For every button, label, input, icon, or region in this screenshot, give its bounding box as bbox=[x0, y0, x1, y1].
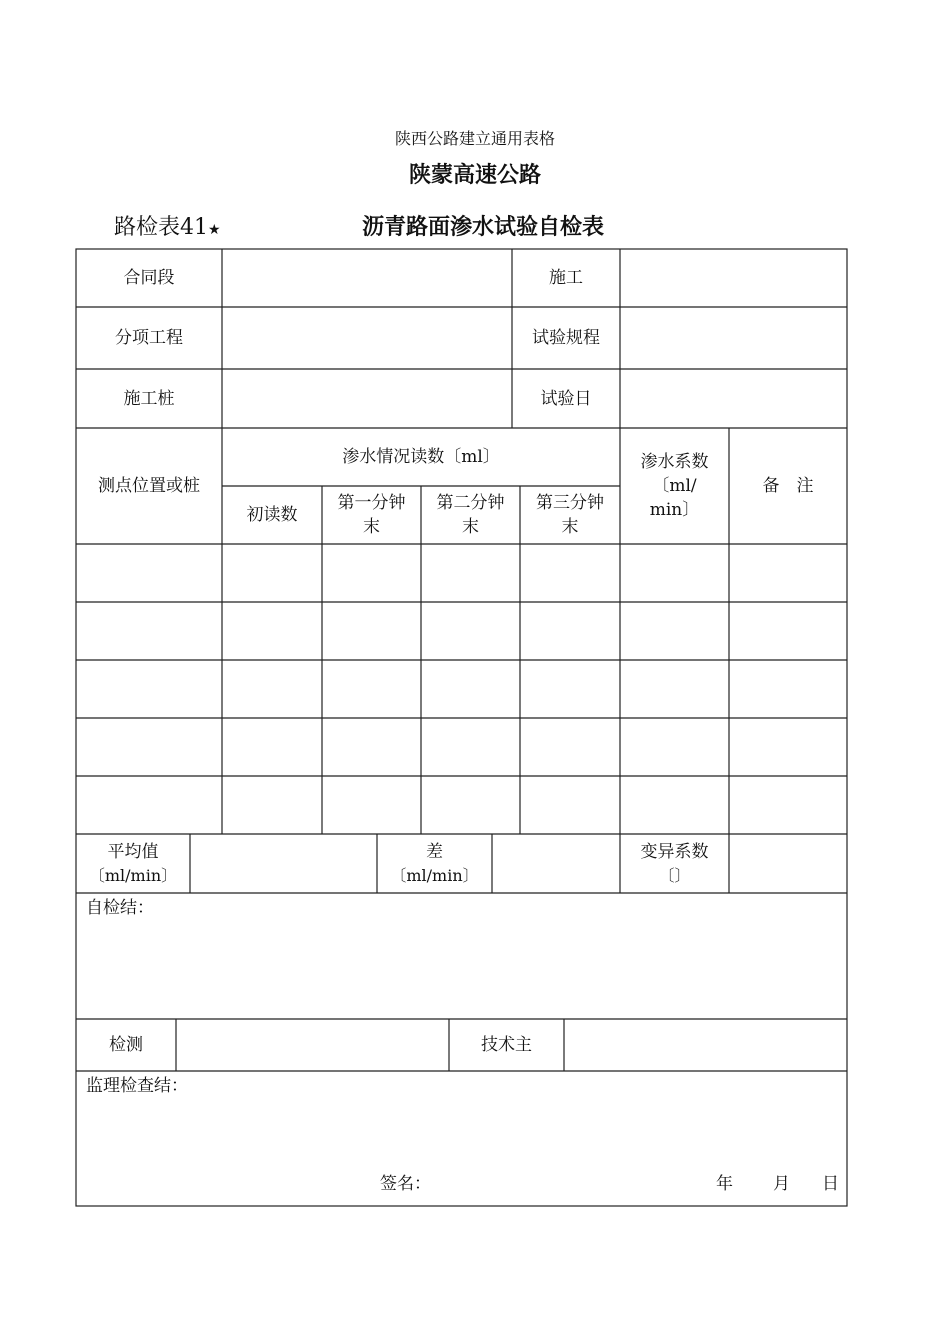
cv-label-line1: 变异系数 bbox=[640, 841, 709, 862]
diff-label bbox=[377, 834, 492, 893]
minute2-header-line2: 末 bbox=[462, 517, 479, 537]
minute3-header bbox=[520, 486, 620, 544]
minute1-header-line2: 末 bbox=[363, 517, 380, 537]
table-cell[interactable] bbox=[729, 544, 847, 602]
table-cell[interactable] bbox=[620, 602, 729, 660]
table-cell[interactable] bbox=[76, 776, 222, 834]
reading-group-header: 渗水情况读数〔ml〕 bbox=[342, 447, 500, 467]
table-cell[interactable] bbox=[322, 544, 421, 602]
construction-label: 施工 bbox=[549, 268, 583, 288]
mean-label-line2: 〔ml/min〕 bbox=[88, 865, 178, 885]
table-cell[interactable] bbox=[520, 602, 620, 660]
table-cell[interactable] bbox=[76, 602, 222, 660]
table-cell[interactable] bbox=[729, 776, 847, 834]
table-cell[interactable] bbox=[222, 718, 322, 776]
diff-field[interactable] bbox=[492, 834, 620, 893]
table-cell[interactable] bbox=[76, 544, 222, 602]
table-cell[interactable] bbox=[421, 660, 520, 718]
sub-project-field[interactable] bbox=[222, 307, 512, 369]
station-label: 施工桩 bbox=[123, 388, 175, 409]
table-cell[interactable] bbox=[421, 776, 520, 834]
coefficient-header bbox=[620, 428, 729, 544]
test-date-field[interactable] bbox=[620, 369, 847, 428]
form-code-text: 路检表41 bbox=[114, 215, 208, 240]
supervision-field[interactable] bbox=[86, 1102, 836, 1162]
test-date-label: 试验日 bbox=[540, 388, 592, 409]
table-cell[interactable] bbox=[421, 718, 520, 776]
table-cell[interactable] bbox=[421, 544, 520, 602]
test-spec-field[interactable] bbox=[620, 307, 847, 369]
table-cell[interactable] bbox=[620, 660, 729, 718]
table-cell[interactable] bbox=[520, 718, 620, 776]
coefficient-header-line1: 渗水系数 bbox=[640, 452, 709, 472]
month-label: 月 bbox=[773, 1174, 790, 1194]
table-cell[interactable] bbox=[222, 544, 322, 602]
cv-label bbox=[620, 834, 729, 893]
table-cell[interactable] bbox=[520, 660, 620, 718]
table-cell[interactable] bbox=[729, 660, 847, 718]
minute1-header-line1: 第一分钟 bbox=[337, 493, 406, 513]
self-check-label: 自检结： bbox=[86, 898, 154, 918]
minute3-header-line2: 末 bbox=[561, 517, 579, 537]
table-cell[interactable] bbox=[222, 660, 322, 718]
form-title: 沥青路面渗水试验自检表 bbox=[362, 215, 605, 240]
tech-lead-label: 技术主 bbox=[481, 1035, 532, 1055]
signature-label: 签名： bbox=[380, 1174, 431, 1194]
diff-label-line1: 差 bbox=[426, 841, 443, 862]
tech-lead-field[interactable] bbox=[564, 1019, 847, 1071]
point-header: 测点位置或桩 bbox=[98, 476, 200, 496]
table-cell[interactable] bbox=[222, 776, 322, 834]
mean-label-line1: 平均值 bbox=[107, 841, 159, 862]
contract-label: 合同段 bbox=[123, 268, 175, 288]
minute3-header-line1: 第三分钟 bbox=[536, 493, 604, 513]
table-cell[interactable] bbox=[322, 660, 421, 718]
inspector-field[interactable] bbox=[176, 1019, 449, 1071]
table-cell[interactable] bbox=[729, 718, 847, 776]
table-cell[interactable] bbox=[222, 602, 322, 660]
year-label: 年 bbox=[716, 1174, 733, 1194]
inspector-label: 检测 bbox=[109, 1035, 143, 1055]
table-cell[interactable] bbox=[620, 718, 729, 776]
remark-header: 备 注 bbox=[762, 476, 814, 496]
table-cell[interactable] bbox=[76, 718, 222, 776]
mean-field[interactable] bbox=[190, 834, 377, 893]
cv-field[interactable] bbox=[729, 834, 847, 893]
table-cell[interactable] bbox=[520, 776, 620, 834]
table-cell[interactable] bbox=[620, 776, 729, 834]
construction-field[interactable] bbox=[620, 249, 847, 307]
project-title: 陕蒙高速公路 bbox=[408, 163, 541, 188]
diff-label-line2: 〔ml/min〕 bbox=[390, 865, 479, 885]
header-subtitle: 陕西公路建立通用表格 bbox=[394, 129, 555, 148]
sub-project-label: 分项工程 bbox=[115, 328, 183, 348]
station-field[interactable] bbox=[222, 369, 512, 428]
minute2-header bbox=[421, 486, 520, 544]
self-check-field[interactable] bbox=[86, 924, 836, 1014]
test-spec-label: 试验规程 bbox=[532, 328, 600, 348]
table-cell[interactable] bbox=[322, 602, 421, 660]
star-icon: ★ bbox=[208, 222, 221, 238]
initial-reading-header: 初读数 bbox=[246, 505, 298, 525]
supervision-label: 监理检查结： bbox=[86, 1076, 188, 1096]
cv-label-line2: 〔〕 bbox=[658, 865, 691, 885]
table-cell[interactable] bbox=[322, 776, 421, 834]
coefficient-header-line2: 〔ml/ bbox=[652, 476, 697, 496]
minute2-header-line1: 第二分钟 bbox=[436, 493, 505, 513]
table-cell[interactable] bbox=[729, 602, 847, 660]
table-cell[interactable] bbox=[322, 718, 421, 776]
table-cell[interactable] bbox=[620, 544, 729, 602]
mean-label bbox=[76, 834, 190, 893]
minute1-header bbox=[322, 486, 421, 544]
coefficient-header-line3: min〕 bbox=[649, 500, 700, 520]
contract-field[interactable] bbox=[222, 249, 512, 307]
table-cell[interactable] bbox=[421, 602, 520, 660]
day-label: 日 bbox=[822, 1174, 839, 1194]
table-cell[interactable] bbox=[76, 660, 222, 718]
table-cell[interactable] bbox=[520, 544, 620, 602]
